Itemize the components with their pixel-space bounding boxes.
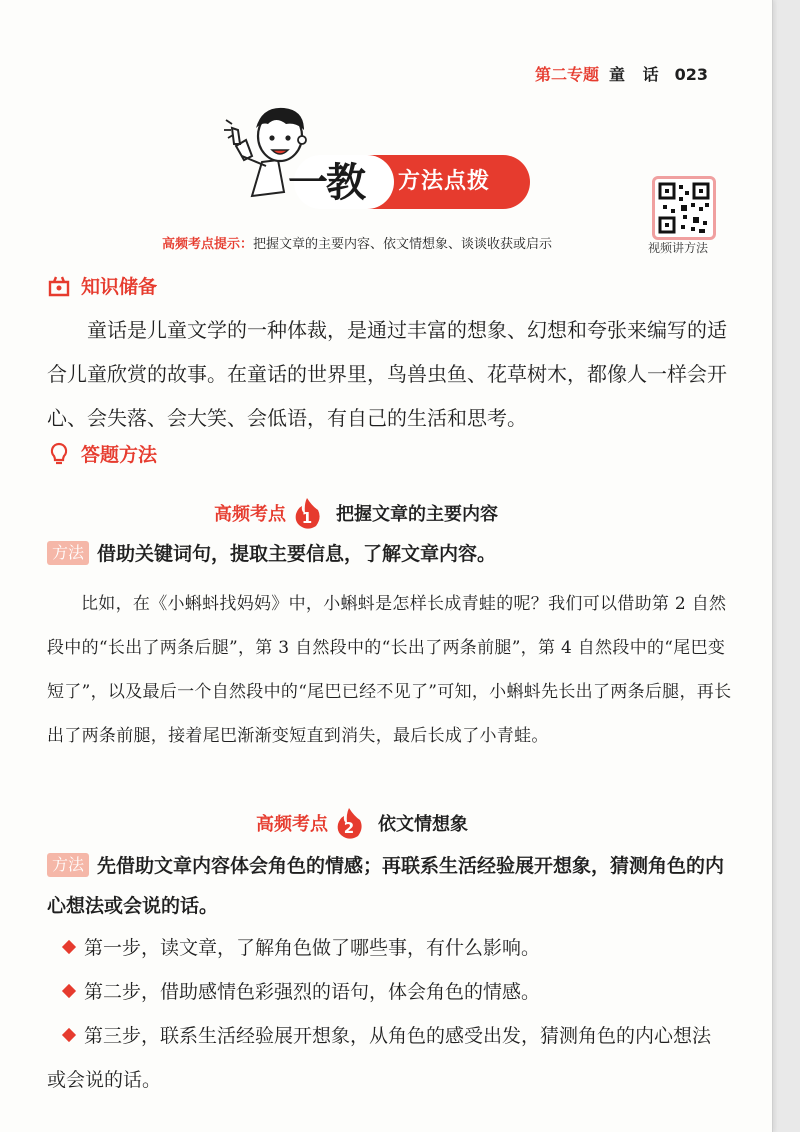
section-banner <box>258 155 530 209</box>
flame-number-badge-icon <box>292 496 322 530</box>
key-point-2-label: 高频考点 <box>256 814 328 835</box>
key-point-2-heading <box>256 806 468 840</box>
step-item <box>47 1014 727 1102</box>
knowledge-paragraph: 童话是儿童文学的一种体裁，是通过丰富的想象、幻想和夸张来编写的适合儿童欣赏的故事。在童话的世界里，鸟兽虫鱼、花草树木，都像人一样会开心、会失落、会大笑、会低语，有自己的生活和思考。 <box>47 318 727 430</box>
key-point-2-method-text: 先借助文章内容体会角色的情感；再联系生活经验展开想象，猜测角色的内心想法或会说的话。 <box>47 855 725 917</box>
key-point-1-method <box>47 534 727 574</box>
header-topic: 第二专题 <box>535 65 600 84</box>
method-tag: 方法 <box>47 541 89 565</box>
header-chapter: 童 话 <box>609 65 665 84</box>
answer-methods-heading <box>47 440 157 467</box>
key-point-1-label: 高频考点 <box>214 504 286 525</box>
qr-code-icon[interactable] <box>652 176 716 240</box>
key-point-2-method <box>47 846 727 926</box>
key-point-1-number: 1 <box>301 509 313 527</box>
page-number: 023 <box>674 65 708 84</box>
method-tag: 方法 <box>47 853 89 877</box>
knowledge-heading-text: 知识储备 <box>81 276 158 298</box>
step-item <box>64 970 724 1014</box>
banner-label: 方法点拨 <box>398 169 491 194</box>
hint-text: 把握文章的主要内容、依文情想象、谈谈收获或启示 <box>253 237 553 252</box>
key-point-1-example: 比如，在《小蝌蚪找妈妈》中，小蝌蚪是怎样长成青蛙的呢？我们可以借助第 2 自然段中的“长出了两条后腿”，第 3 自然段中的“长出了两条前腿”，第 4 自然段中的“尾巴变短了”，以及最后一个自然段中的“尾巴已经不见了”可知，小蝌蚪先长出了两条后腿，再长出了两条前腿，接着尾巴渐渐变短直到消失，最后长成了小青蛙。 <box>47 594 732 746</box>
diamond-bullet-icon <box>62 1028 76 1042</box>
key-point-1-title: 把握文章的主要内容 <box>336 504 498 525</box>
knowledge-heading <box>47 272 157 299</box>
step-text: 第二步，借助感情色彩强烈的语句，体会角色的情感。 <box>84 981 541 1003</box>
running-header <box>535 62 708 85</box>
step-text: 第三步，联系生活经验展开想象，从角色的感受出发，猜测角色的内心想法或会说的话。 <box>47 1025 712 1091</box>
box-icon <box>47 274 71 298</box>
flame-number-badge-icon <box>334 806 364 840</box>
hint-label: 高频考点提示： <box>162 237 254 252</box>
step-item <box>64 926 724 970</box>
key-point-1-method-text: 借助关键词句，提取主要信息，了解文章内容。 <box>97 543 497 565</box>
qr-caption: 视频讲方法 <box>648 241 709 255</box>
key-point-2-title: 依文情想象 <box>378 814 468 835</box>
key-point-1-heading <box>214 496 498 530</box>
diamond-bullet-icon <box>62 984 76 998</box>
banner-big-text: 一教 <box>288 160 364 206</box>
answer-methods-heading-text: 答题方法 <box>81 444 158 466</box>
step-text: 第一步，读文章，了解角色做了哪些事，有什么影响。 <box>84 937 541 959</box>
diamond-bullet-icon <box>62 940 76 954</box>
lightbulb-icon <box>47 442 71 466</box>
key-point-2-number: 2 <box>343 819 355 837</box>
exam-hint <box>162 233 552 252</box>
